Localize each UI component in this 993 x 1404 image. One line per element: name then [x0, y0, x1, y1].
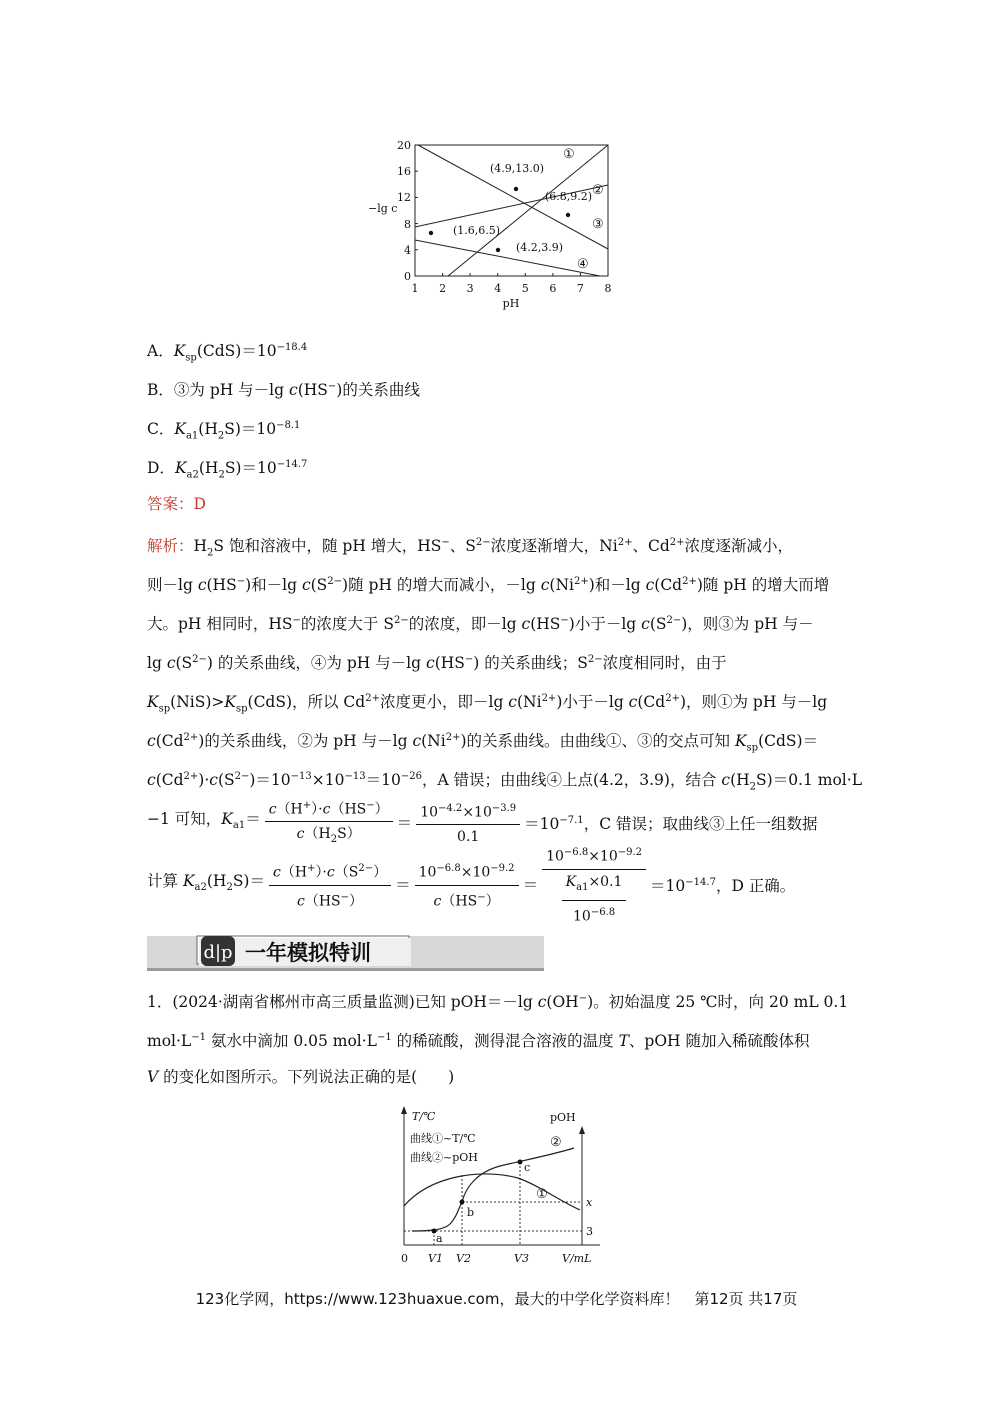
analysis-line-2: 则－lg c(HS−)和－lg $c(S^{2-})$随 pH 的增大而减小，－lg $c(Ni^{2+})$和－lg $c(Cd^{2+})$随 pH 的增大而增 — [147, 576, 830, 595]
question-line-3: V 的变化如图所示。下列说法正确的是( ) — [147, 1068, 455, 1086]
x-tick-v2: V2 — [456, 1252, 471, 1265]
point-4.2-3.9 — [496, 248, 500, 252]
x-tick-0: 0 — [401, 1252, 408, 1265]
curve-label-1: ① — [563, 147, 575, 162]
ka1-fraction-2: $\frac{10^{-4.2}\times 10^{-3.9}}{0.1}$ — [416, 799, 520, 848]
x-tick-2: 2 — [439, 282, 447, 295]
label-4.2-3.9: (4.2,3.9) — [516, 241, 564, 254]
point-a-label: a — [436, 1232, 443, 1245]
banner-graphic — [147, 930, 544, 974]
y-tick-4: 4 — [404, 244, 411, 257]
right-axis-label: pOH — [550, 1111, 576, 1124]
option-d: D．$K_{a2}(H_2S)=10^{-14.7}$ — [147, 459, 308, 481]
label-1.6-6.5: (1.6,6.5) — [453, 224, 501, 237]
figure2-chart — [395, 1105, 610, 1275]
x-tick-6: 6 — [549, 282, 557, 295]
question-line-1: 1．(2024·湖南省郴州市高三质量监测)已知 pOH＝－lg c(OH−)。初始温度 25 ℃时，向 20 mL 0.1 — [147, 993, 849, 1012]
analysis-line-1: 解析：$H_2S$ 饱和溶液中，随 pH 增大，HS−、$S^{2-}$浓度逐渐增大，$Ni^{2+}$、$Cd^{2+}$浓度逐渐减小， — [147, 537, 794, 559]
curve-label-2: ② — [550, 1135, 562, 1150]
option-a: A．$K_{sp}(CdS)=10^{-18.4}$ — [147, 342, 308, 364]
x-tick-5: 5 — [521, 282, 529, 295]
analysis-ka1-line: −1 可知，$K_{a1}=$ $\frac{c(H^+)\cdot c(HS^-)}{c(H_2S)}$ ＝ $\frac{10^{-4.2}\times 10^{-3.9}}{0.1}$ $=10^{-7.1}$，C 错误；取曲线③上任一组数据 — [147, 800, 817, 846]
y-tick-16: 16 — [397, 165, 411, 178]
y-tick-0: 0 — [404, 270, 411, 283]
y-tick-12: 12 — [397, 191, 411, 204]
curve-label-2: ② — [592, 183, 604, 198]
curve-label-1: ① — [536, 1187, 548, 1202]
analysis-line-7: $c(Cd^{2+})\cdot c(S^{2-})=10^{-13}\times 10^{-13}=10^{-26}$，A 错误；由曲线④上点(4.2，3.9)，结合 $c(H_2S)=0.1$ mol·L — [147, 771, 862, 793]
x-tick-3: 3 — [466, 282, 474, 295]
point-6.8-9.2 — [566, 213, 570, 217]
x-axis-label: pH — [502, 297, 520, 310]
analysis-line-4: $\lg c(S^{2-})$ 的关系曲线，④为 pH 与－lg c(HS−) 的关系曲线；$S^{2-}$浓度相同时，由于 — [147, 654, 727, 673]
x-tick-1: 1 — [411, 282, 419, 295]
option-c: C．$K_{a1}(H_2S)=10^{-8.1}$ — [147, 420, 301, 442]
ka2-fraction-1: $\frac{c(H^+)\cdot c(S^{2-})}{c(HS^-)}$ — [269, 859, 391, 911]
x-tick-v1: V1 — [428, 1252, 443, 1265]
ka2-fraction-3: $\frac{10^{-6.8}\times 10^{-9.2}}{\frac{K_{a1}\times 0.1}{10^{-6.8}}}$ — [542, 843, 646, 926]
point-1.6-6.5 — [429, 231, 433, 235]
x-tick-4: 4 — [494, 282, 502, 295]
ka2-fraction-2: $\frac{10^{-6.8}\times 10^{-9.2}}{c(HS^-)}$ — [415, 859, 519, 911]
y-axis-label: −lg c — [368, 202, 398, 215]
point-4.9-13.0 — [514, 187, 518, 191]
legend-1: 曲线①~T/℃ — [410, 1132, 476, 1145]
curve-1-temperature — [404, 1174, 580, 1210]
banner-title: 一年模拟特训 — [245, 940, 371, 965]
x-tick-7: 7 — [576, 282, 584, 295]
curve-label-4: ④ — [577, 257, 589, 272]
section-banner — [147, 930, 544, 974]
x-axis-label: V/mL — [562, 1252, 592, 1265]
x-tick-8: 8 — [604, 282, 612, 295]
analysis-line-6: $c(Cd^{2+})$的关系曲线，②为 pH 与－lg $c(Ni^{2+})$的关系曲线。由曲线①、③的交点可知 $K_{sp}(CdS)=$ — [147, 732, 819, 754]
point-c — [518, 1160, 523, 1165]
ka1-fraction-1: $\frac{c(H^+)\cdot c(HS^-)}{c(H_2S)}$ — [265, 796, 393, 850]
point-b-label: b — [467, 1206, 475, 1219]
option-b: B．③为 pH 与－lg c(HS−)的关系曲线 — [147, 381, 420, 400]
label-6.8-9.2: (6.8,9.2) — [545, 190, 593, 203]
left-axis-label: T/℃ — [412, 1110, 436, 1123]
point-b — [460, 1200, 465, 1205]
analysis-line-3: 大。pH 相同时，HS−的浓度大于 $S^{2-}$的浓度，即－lg c(HS−)小于－lg $c(S^{2-})$，则③为 pH 与－ — [147, 615, 814, 634]
answer: 答案：D — [147, 495, 206, 513]
curve-label-3: ③ — [592, 217, 604, 232]
question-line-2: $mol\cdot L^{-1}$ 氨水中滴加 0.05 $mol\cdot L^{-1}$ 的稀硫酸，测得混合溶液的温度 T、pOH 随加入稀硫酸体积 — [147, 1032, 810, 1051]
analysis-ka2-line: 计算 $K_{a2}(H_2S)=$ $\frac{c(H^+)\cdot c(S^{2-})}{c(HS^-)}$ ＝ $\frac{10^{-6.8}\times 10^{-9.2}}{c(HS^-)}$ ＝ $\frac{10^{-6.8}\times 10^{-9.2}}{\frac{K_{a1}\times 0.1}{10^{-6.8}}}$ $=10^{-14.7}$，D 正确。 — [147, 852, 795, 918]
y-tick-8: 8 — [404, 218, 411, 231]
right-tick-3: 3 — [586, 1225, 593, 1238]
svg-text:d|p: d|p — [203, 942, 233, 963]
analysis-line-5: $K_{sp}(NiS)>K_{sp}(CdS)$，所以 $Cd^{2+}$浓度更小，即－lg $c(Ni^{2+})$小于－lg $c(Cd^{2+})$，则①为 pH 与－lg — [147, 693, 828, 715]
page-footer: 123化学网，https://www.123huaxue.com，最大的中学化学资料库！ 第12页 共17页 — [195, 1290, 798, 1308]
figure1-chart — [360, 135, 620, 315]
banner-logo-icon — [201, 936, 235, 966]
right-tick-x: x — [586, 1196, 593, 1209]
y-tick-20: 20 — [397, 139, 411, 152]
point-c-label: c — [524, 1161, 531, 1174]
legend-2: 曲线②~pOH — [410, 1151, 478, 1164]
x-tick-v3: V3 — [514, 1252, 529, 1265]
label-4.9-13.0: (4.9,13.0) — [490, 162, 545, 175]
analysis-label: 解析： — [147, 537, 194, 556]
curve-4-line — [415, 240, 600, 276]
